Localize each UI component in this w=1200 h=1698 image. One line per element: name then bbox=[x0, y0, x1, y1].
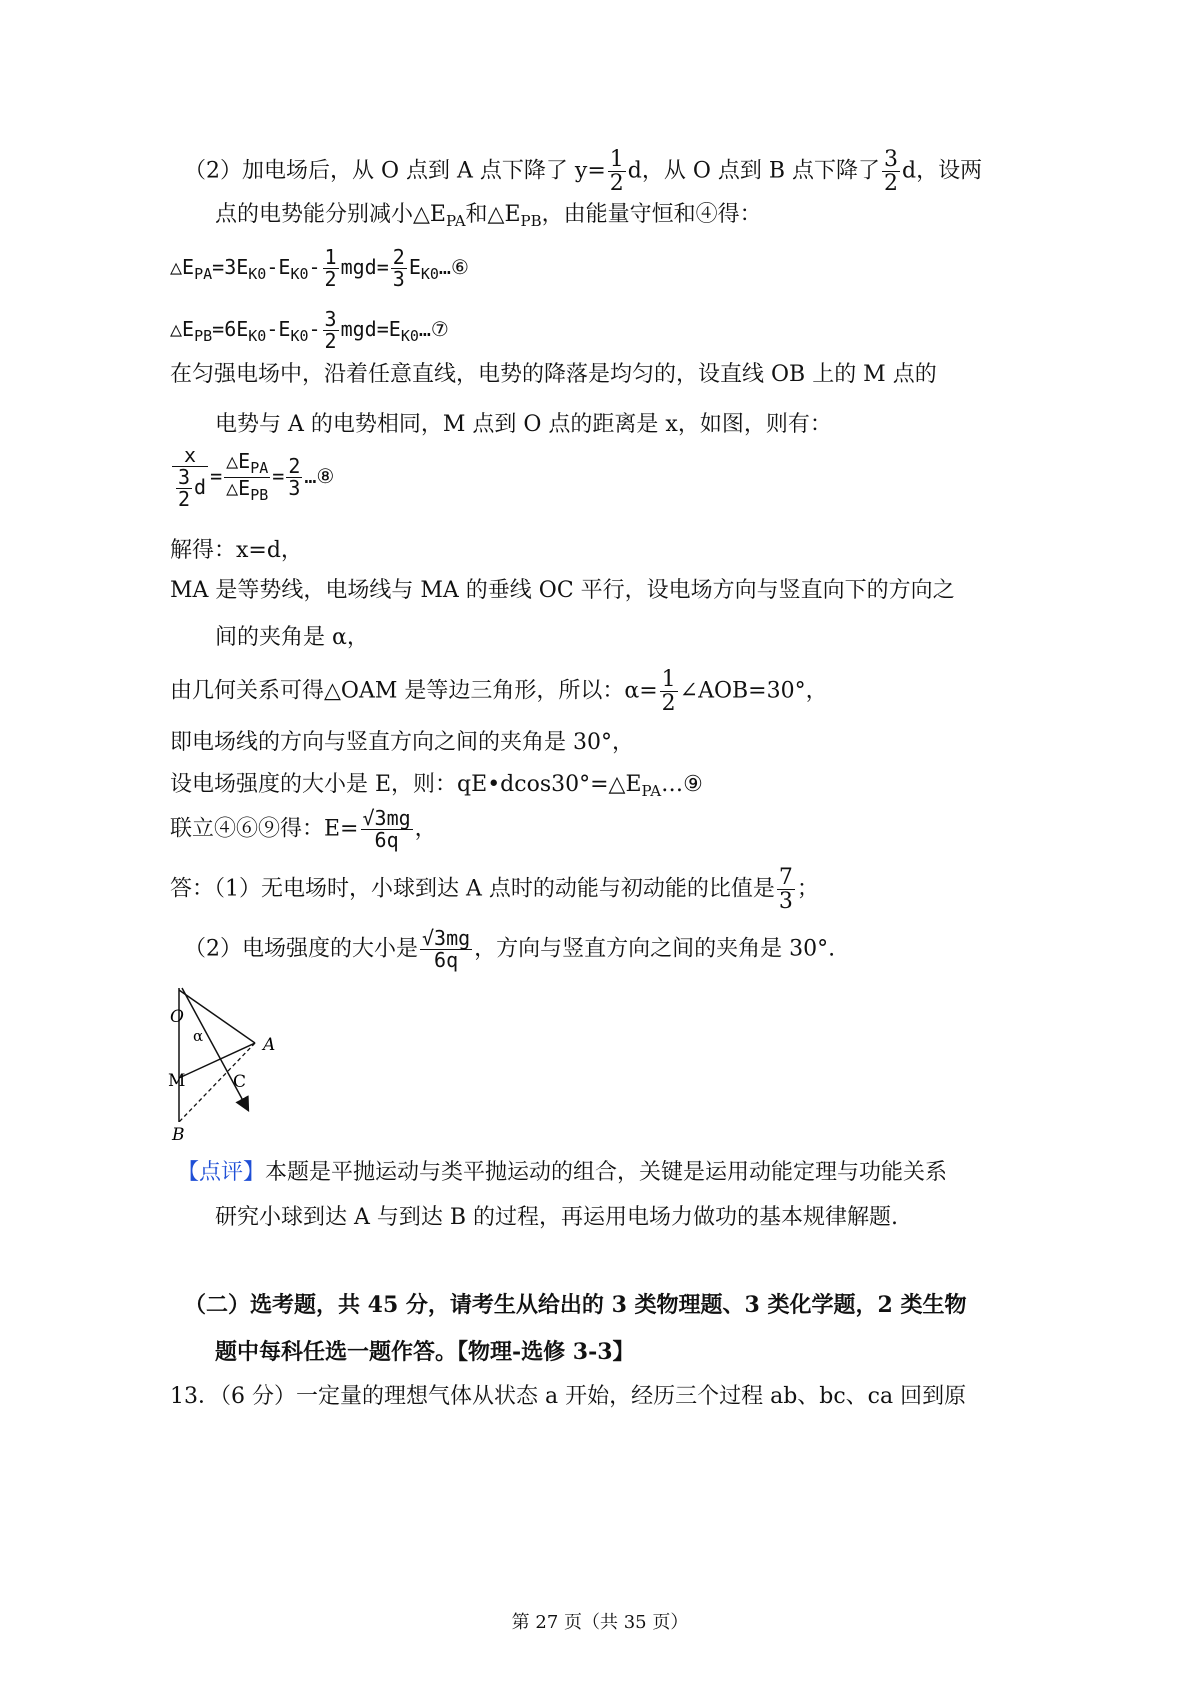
fraction-field-strength bbox=[420, 928, 472, 971]
inner-fraction bbox=[176, 467, 192, 510]
fraction-three-halves bbox=[882, 148, 900, 195]
numerator: 2 bbox=[392, 245, 405, 269]
solution-line-energy bbox=[215, 200, 762, 236]
subscript: K0 bbox=[290, 327, 309, 345]
denominator: 6q bbox=[434, 948, 459, 972]
denominator: 2 bbox=[884, 171, 899, 197]
numerator: 3 bbox=[178, 465, 191, 489]
numerator: 3 bbox=[884, 147, 899, 172]
text: ， bbox=[414, 816, 437, 842]
text: - bbox=[308, 255, 321, 279]
fraction bbox=[323, 247, 339, 290]
denominator: 2 bbox=[324, 267, 337, 291]
text: = bbox=[210, 464, 223, 488]
text: =6E bbox=[212, 317, 249, 341]
text: （2）加电场后，从 O 点到 A 点下降了 y= bbox=[184, 158, 606, 184]
paragraph-equipotential-cont: 间的夹角是 α， bbox=[215, 625, 369, 650]
fraction bbox=[286, 456, 302, 499]
denominator: 6q bbox=[374, 828, 399, 852]
numerator: 7 bbox=[778, 865, 793, 890]
text: 由几何关系可得△OAM 是等边三角形，所以：α= bbox=[170, 678, 658, 704]
text: 本题是平抛运动与类平抛运动的组合，关键是运用动能定理与功能关系 bbox=[265, 1160, 948, 1185]
subscript: PA bbox=[641, 782, 662, 800]
text: …⑥ bbox=[438, 255, 469, 279]
paragraph-geometry bbox=[170, 668, 828, 715]
subscript: K0 bbox=[248, 327, 267, 345]
fraction bbox=[323, 309, 339, 352]
text: △E bbox=[170, 255, 195, 279]
text: d，设两 bbox=[902, 158, 983, 184]
subscript: PB bbox=[520, 212, 542, 230]
fraction-energy-ratio bbox=[224, 451, 270, 504]
question-13: 13．（6 分）一定量的理想气体从状态 a 开始，经历三个过程 ab、bc、ca 回到原 bbox=[170, 1384, 967, 1409]
text: -E bbox=[266, 317, 291, 341]
geometry-figure bbox=[160, 980, 300, 1150]
fraction bbox=[391, 247, 407, 290]
text: =3E bbox=[212, 255, 249, 279]
text: 设电场强度的大小是 E，则：qE•dcos30°=△E bbox=[170, 772, 642, 797]
text: …⑧ bbox=[304, 464, 335, 488]
text: 点的电势能分别减小△E bbox=[215, 202, 446, 227]
subscript: PB bbox=[194, 327, 213, 345]
denominator: 2 bbox=[324, 329, 337, 353]
label-M: M bbox=[168, 1071, 186, 1091]
numerator: 2 bbox=[288, 454, 301, 478]
subscript: PA bbox=[250, 459, 269, 478]
text: E bbox=[408, 255, 421, 279]
fraction-x-over-3-2-d bbox=[172, 445, 208, 510]
text: mgd=E bbox=[340, 317, 401, 341]
fraction bbox=[777, 866, 795, 913]
section-heading-cont: 题中每科任选一题作答。【物理-选修 3-3】 bbox=[215, 1339, 635, 1365]
paragraph-uniform-field-cont: 电势与 A 的电势相同，M 点到 O 点的距离是 x，如图，则有： bbox=[215, 412, 832, 437]
numerator: x bbox=[172, 445, 208, 467]
denominator: 2 bbox=[661, 691, 676, 717]
text: 和△E bbox=[465, 202, 521, 227]
review-line-1 bbox=[177, 1158, 947, 1188]
line-OA bbox=[179, 990, 255, 1043]
review-line-2: 研究小球到达 A 与到达 B 的过程，再运用电场力做功的基本规律解题. bbox=[215, 1205, 899, 1230]
numerator: √3mg bbox=[362, 806, 411, 830]
text: …⑦ bbox=[418, 317, 449, 341]
numerator bbox=[224, 451, 270, 478]
denominator: 2 bbox=[178, 487, 191, 511]
text: ∠AOB=30°， bbox=[679, 678, 828, 704]
denominator: 2 bbox=[609, 171, 624, 197]
equation-6 bbox=[170, 247, 469, 290]
subscript: K0 bbox=[248, 265, 267, 283]
result-E bbox=[170, 808, 437, 851]
fraction-field-strength bbox=[361, 808, 413, 851]
text: - bbox=[308, 317, 321, 341]
denominator: 3 bbox=[288, 476, 301, 500]
section-heading: （二）选考题，共 45 分，请考生从给出的 3 类物理题、3 类化学题，2 类生物 bbox=[184, 1292, 967, 1318]
denominator: 3 bbox=[392, 267, 405, 291]
paragraph-uniform-field: 在匀强电场中，沿着任意直线，电势的降落是均匀的，设直线 OB 上的 M 点的 bbox=[170, 362, 937, 387]
answer-1 bbox=[170, 866, 819, 913]
text: d bbox=[194, 475, 207, 499]
numerator: 3 bbox=[324, 307, 337, 331]
text: △E bbox=[226, 476, 251, 500]
solution-line-part2 bbox=[184, 148, 982, 195]
text: ； bbox=[796, 876, 819, 902]
numerator: √3mg bbox=[422, 926, 471, 950]
text: △E bbox=[226, 449, 251, 474]
label-B: B bbox=[172, 1125, 185, 1145]
answer-2 bbox=[184, 928, 835, 971]
text: 答：（1）无电场时，小球到达 A 点时的动能与初动能的比值是 bbox=[170, 876, 775, 902]
subscript: PA bbox=[445, 212, 466, 230]
fraction-half bbox=[608, 148, 626, 195]
label-C: C bbox=[233, 1072, 247, 1092]
subscript: K0 bbox=[420, 265, 439, 283]
denominator: 3 bbox=[778, 889, 793, 915]
denominator bbox=[172, 467, 208, 510]
text: （2）电场强度的大小是 bbox=[184, 936, 418, 962]
text: 联立④⑥⑨得：E= bbox=[170, 816, 359, 842]
label-O: O bbox=[170, 1007, 184, 1027]
result-x: 解得：x=d， bbox=[170, 538, 303, 563]
text: d，从 O 点到 B 点下降了 bbox=[627, 158, 881, 184]
subscript: K0 bbox=[400, 327, 419, 345]
numerator: 1 bbox=[661, 667, 676, 692]
text: ，由能量守恒和④得： bbox=[541, 202, 762, 227]
subscript: PA bbox=[194, 265, 213, 283]
page-footer: 第 27 页（共 35 页） bbox=[511, 1612, 689, 1633]
text: ，方向与竖直方向之间的夹角是 30°. bbox=[474, 936, 836, 962]
fraction bbox=[660, 668, 678, 715]
text: mgd= bbox=[340, 255, 389, 279]
paragraph-equipotential: MA 是等势线，电场线与 MA 的垂线 OC 平行，设电场方向与竖直向下的方向之 bbox=[170, 578, 955, 603]
text: -E bbox=[266, 255, 291, 279]
label-alpha: α bbox=[193, 1027, 204, 1045]
numerator: 1 bbox=[324, 245, 337, 269]
subscript: PB bbox=[250, 486, 269, 504]
review-tag: 【点评】 bbox=[177, 1160, 266, 1185]
numerator: 1 bbox=[609, 147, 624, 172]
equation-9 bbox=[170, 770, 703, 806]
label-A: A bbox=[263, 1035, 276, 1055]
text: △E bbox=[170, 317, 195, 341]
text: …⑨ bbox=[661, 772, 703, 797]
paragraph-direction: 即电场线的方向与竖直方向之间的夹角是 30°， bbox=[170, 730, 634, 755]
text: = bbox=[272, 464, 285, 488]
equation-8 bbox=[170, 445, 334, 510]
denominator bbox=[224, 478, 270, 504]
equation-7 bbox=[170, 309, 449, 352]
subscript: K0 bbox=[290, 265, 309, 283]
